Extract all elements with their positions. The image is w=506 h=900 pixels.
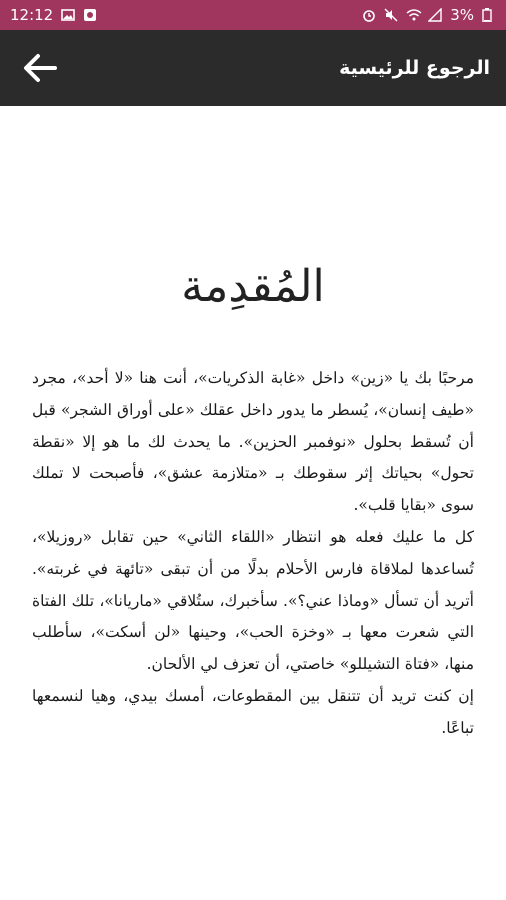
status-bar <box>0 0 506 30</box>
status-left <box>10 6 97 24</box>
paragraph: مرحبًا بك يا «زين» داخل «غابة الذكريات»، أنت هنا «لا أحد»، مجرد «طيف إنسان»، يُسطر ما يدور داخل عقلك «على أوراق الشجر» قبل أن تُسقط بحلول «نوفمبر الحزين». ما يحدث لك ما هو إلا «نقطة تحول» بحياتك إثر سقوطك بـ «متلازمة عشق»، فأصبحت لا تملك سوى «بقايا قلب». <box>32 369 474 515</box>
back-button[interactable] <box>20 48 60 88</box>
chapter-body <box>32 363 474 745</box>
alarm-icon <box>362 8 376 22</box>
image-icon <box>61 8 75 22</box>
mute-icon <box>384 8 398 22</box>
app-bar <box>0 30 506 106</box>
battery-percent: 3% <box>450 6 474 24</box>
arrow-left-icon <box>23 53 57 83</box>
app-notification-icon <box>83 8 97 22</box>
paragraph: كل ما عليك فعله هو انتظار «اللقاء الثاني» حين تقابل «روزيلا»، تُساعدها لملاقاة فارس الأحلام بدلًا من أن تبقى «تائهة في غربته». أتريد أن تسأل «وماذا عني؟». سأخبرك، ستُلاقي «ماريانا»، تلك الفتاة التي شعرت معها بـ «وخزة الحب»، وحينها «لن أسكت»، سأطلب منها، «فتاة التشيللو» خاصتي، أن تعزف لي الألحان. <box>32 527 474 674</box>
wifi-icon <box>406 8 420 22</box>
status-right <box>362 6 496 24</box>
reader-content[interactable] <box>0 106 506 900</box>
paragraph: إن كنت تريد أن تتنقل بين المقطوعات، أمسك بيدي، وهيا لنسمعها تباعًا. <box>32 686 474 737</box>
signal-icon <box>428 8 442 22</box>
battery-icon <box>482 8 496 22</box>
status-time: 12:12 <box>10 6 54 24</box>
app-title[interactable]: الرجوع للرئيسية <box>339 57 490 79</box>
chapter-title: المُقدِمة <box>181 261 325 312</box>
